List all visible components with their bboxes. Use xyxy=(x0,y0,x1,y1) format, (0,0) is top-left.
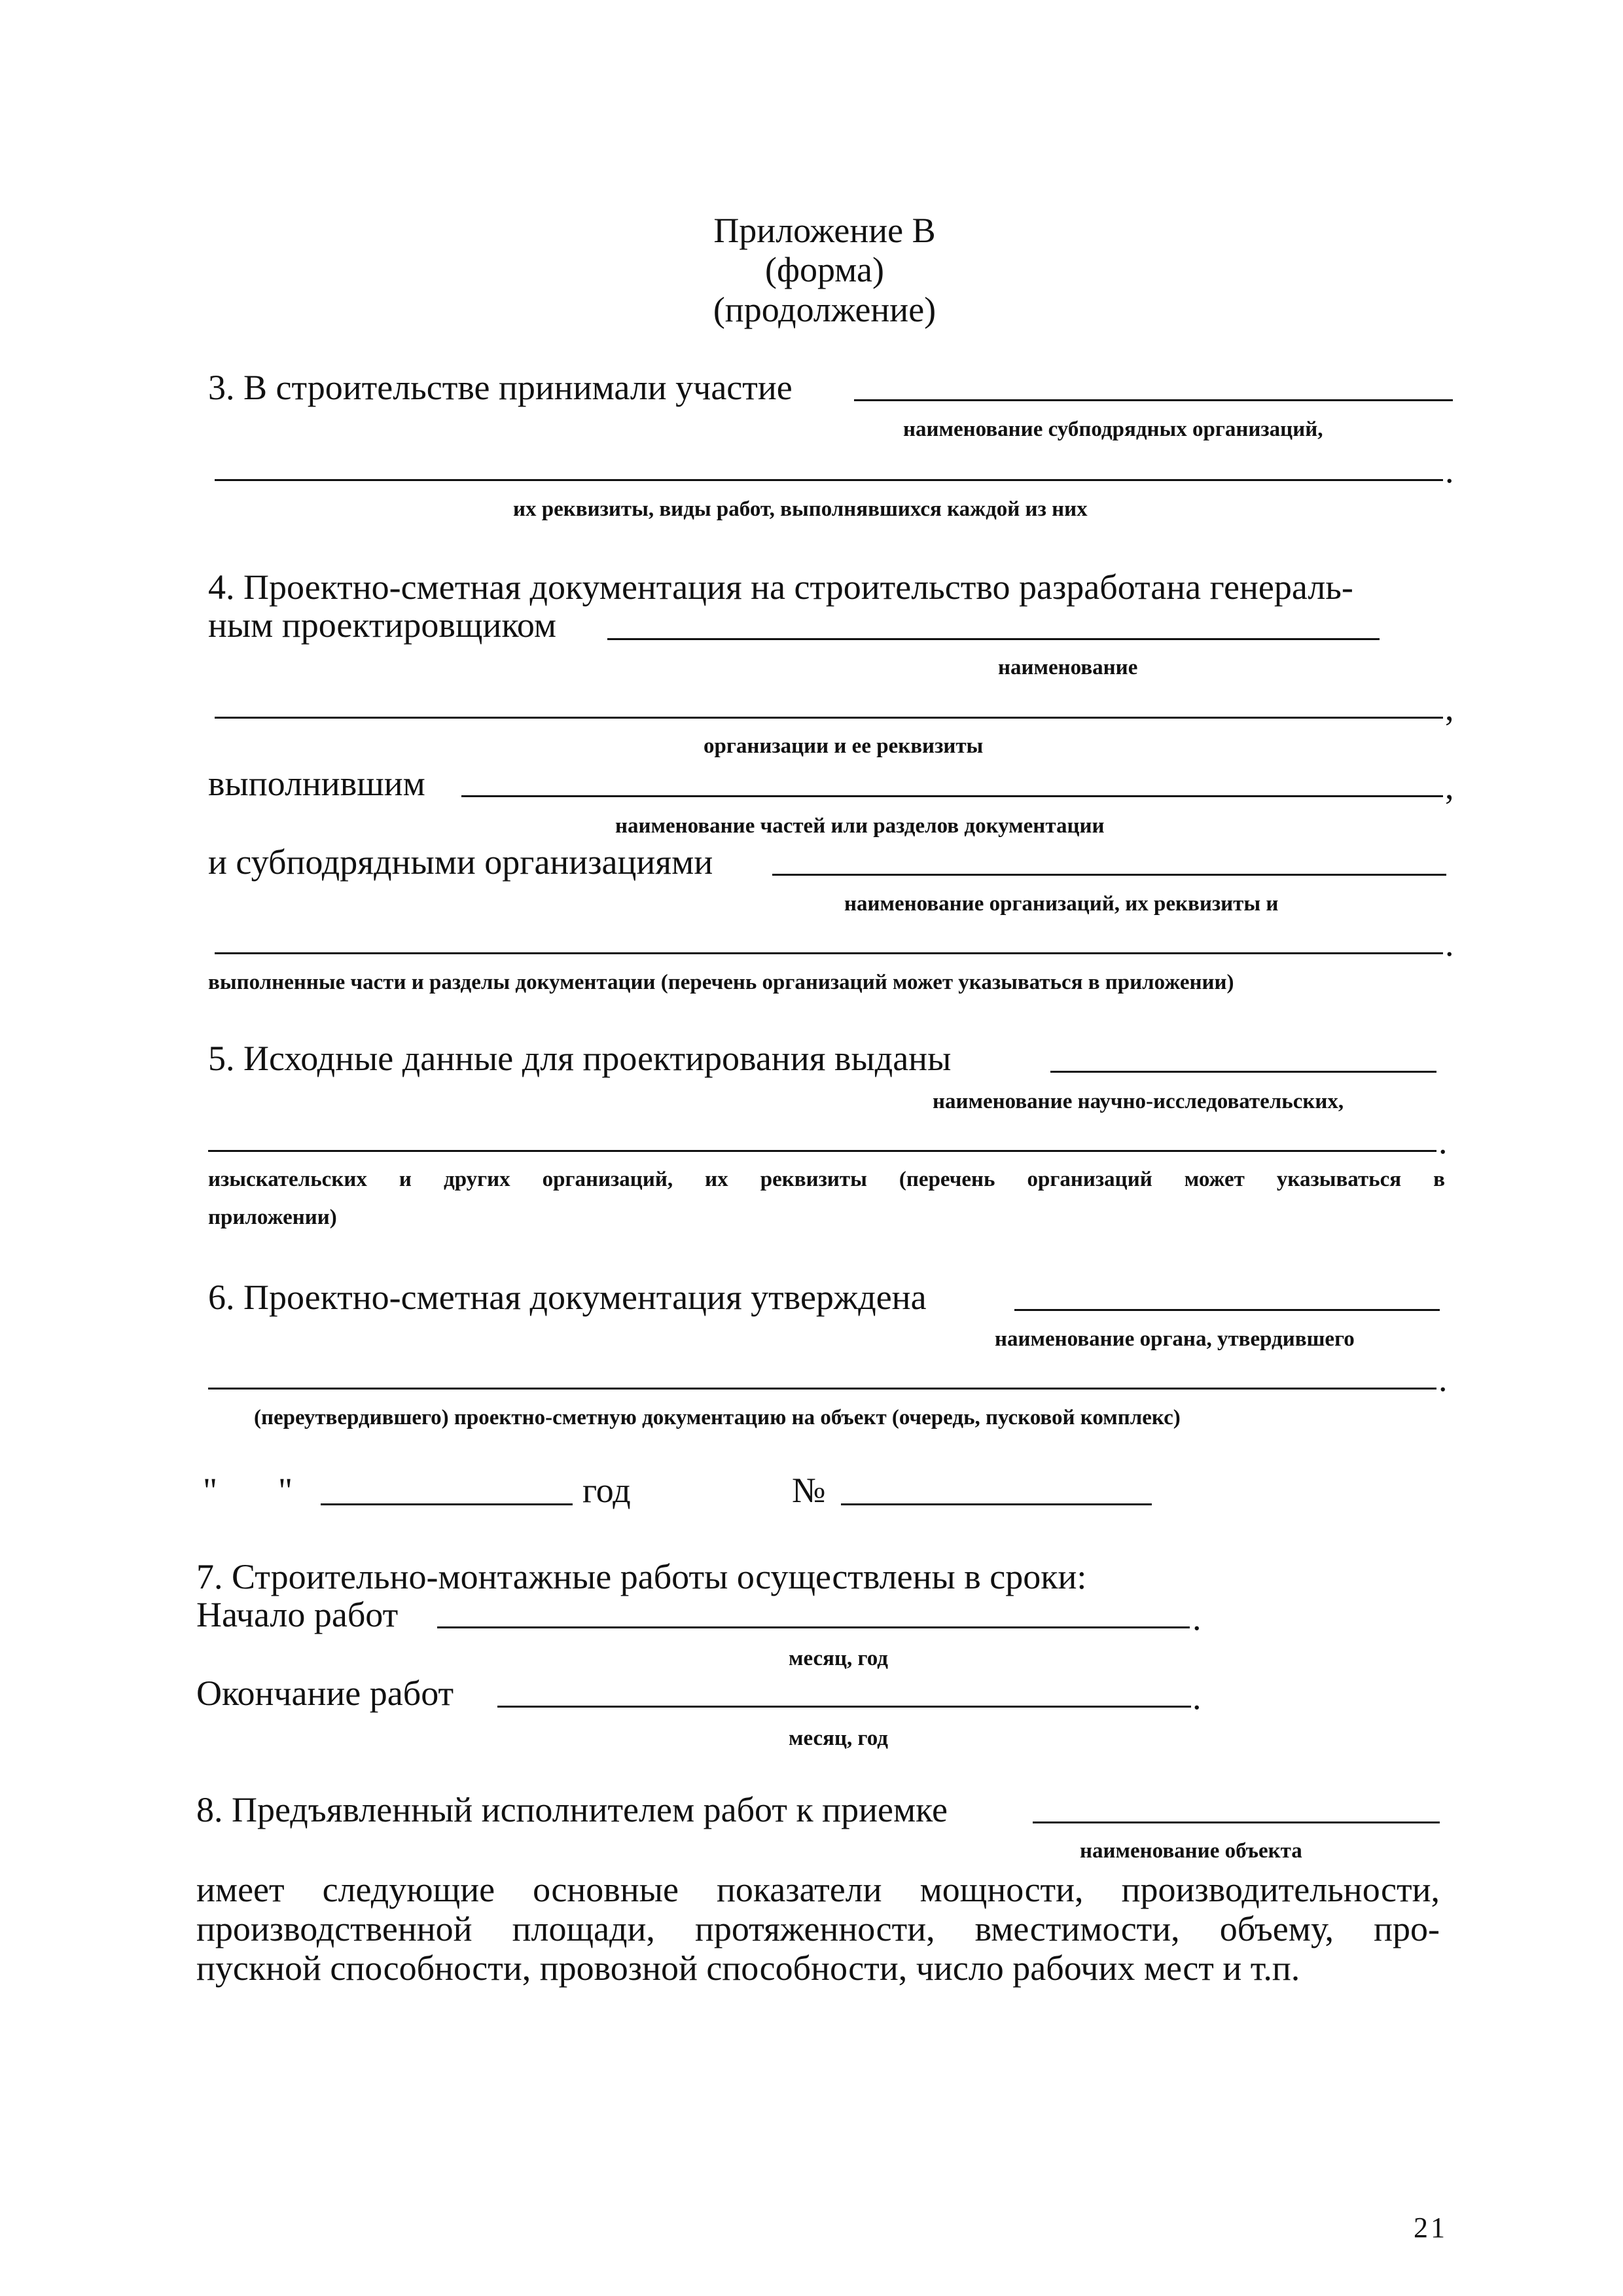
section6-label: 6. Проектно-сметная документация утверждена xyxy=(208,1278,927,1317)
appendix-title: Приложение В xyxy=(713,211,936,250)
section4-caption-name: наименование xyxy=(998,656,1138,679)
section4-org-line xyxy=(215,717,1443,719)
section8-fill-line xyxy=(1033,1821,1440,1823)
section3-fill-line xyxy=(854,399,1453,401)
section8-para-line1: имеет следующие основные показатели мощности, производительности, xyxy=(196,1870,1440,1909)
section3-end-dot: . xyxy=(1445,451,1454,490)
start-end-dot: . xyxy=(1192,1598,1202,1638)
section7-label: 7. Строительно-монтажные работы осуществлены в сроки: xyxy=(196,1557,1087,1596)
section4-line2: ным проектировщиком xyxy=(208,605,557,645)
section4-subs-line-2 xyxy=(215,952,1443,954)
start-label: Начало работ xyxy=(196,1595,399,1634)
finish-end-dot: . xyxy=(1192,1677,1202,1717)
section5-caption-3: приложении) xyxy=(208,1206,337,1229)
section3-label: 3. В строительстве принимали участие xyxy=(208,368,793,407)
section5-caption-2: изыскательских и других организаций, их реквизиты (перечень организаций может указываться в xyxy=(208,1168,1445,1191)
number-sign: № xyxy=(792,1471,826,1510)
form-label: (форма) xyxy=(765,250,884,289)
start-caption: месяц, год xyxy=(789,1647,888,1670)
section4-caption-done: выполненные части и разделы документации (перечень организаций может указываться в приложении) xyxy=(208,971,1234,994)
section6-caption-1: наименование органа, утвердившего xyxy=(995,1327,1355,1351)
section6-fill-line xyxy=(1014,1309,1440,1311)
section5-caption-1: наименование научно-исследовательских, xyxy=(933,1090,1344,1113)
section6-caption-2: (переутвердившего) проектно-сметную документацию на объект (очередь, пусковой комплекс) xyxy=(254,1406,1181,1429)
section8-label: 8. Предъявленный исполнителем работ к приемке xyxy=(196,1790,948,1829)
section5-end-dot: . xyxy=(1438,1122,1448,1161)
date-quote-close: " xyxy=(278,1471,293,1510)
page-number: 21 xyxy=(1414,2212,1448,2244)
section4-subs-end-dot: . xyxy=(1445,924,1454,963)
section3-caption-1: наименование субподрядных организаций, xyxy=(903,418,1323,441)
section4-org-comma: , xyxy=(1445,689,1454,728)
date-fill-line xyxy=(321,1503,573,1505)
section6-end-dot: . xyxy=(1438,1359,1448,1399)
section4-performed-comma: , xyxy=(1445,767,1454,806)
section8-para-line2: производственной площади, протяженности, вместимости, объему, про- xyxy=(196,1909,1440,1948)
finish-fill-line xyxy=(497,1706,1191,1708)
start-fill-line xyxy=(437,1626,1190,1628)
section3-caption-2: их реквизиты, виды работ, выполнявшихся каждой из них xyxy=(513,497,1088,521)
finish-label: Окончание работ xyxy=(196,1674,454,1713)
section4-designer-line xyxy=(607,638,1380,640)
section5-fill-line xyxy=(1050,1071,1436,1073)
continuation-label: (продолжение) xyxy=(713,290,936,329)
section4-subcontractors-line xyxy=(772,874,1446,876)
finish-caption: месяц, год xyxy=(789,1727,888,1750)
year-label: год xyxy=(582,1471,631,1510)
section4-caption-org: организации и ее реквизиты xyxy=(704,734,984,758)
date-quote-open: " xyxy=(203,1471,218,1510)
number-fill-line xyxy=(841,1503,1152,1505)
section5-fill-line-2 xyxy=(208,1150,1436,1152)
section4-subcontractors: и субподрядными организациями xyxy=(208,842,713,882)
section4-performed-line xyxy=(461,795,1443,797)
section5-label: 5. Исходные данные для проектирования выданы xyxy=(208,1039,952,1078)
section4-performed: выполнившим xyxy=(208,764,425,803)
section8-caption: наименование объекта xyxy=(1080,1839,1302,1863)
section4-caption-subs: наименование организаций, их реквизиты и xyxy=(844,892,1279,916)
section4-caption-parts: наименование частей или разделов документации xyxy=(615,814,1105,838)
section4-line1: 4. Проектно-сметная документация на строительство разработана генераль- xyxy=(208,567,1353,607)
section8-para-line3: пускной способности, провозной способности, число рабочих мест и т.п. xyxy=(196,1948,1300,1988)
section6-fill-line-2 xyxy=(208,1388,1436,1390)
section3-fill-line-2 xyxy=(215,479,1443,481)
